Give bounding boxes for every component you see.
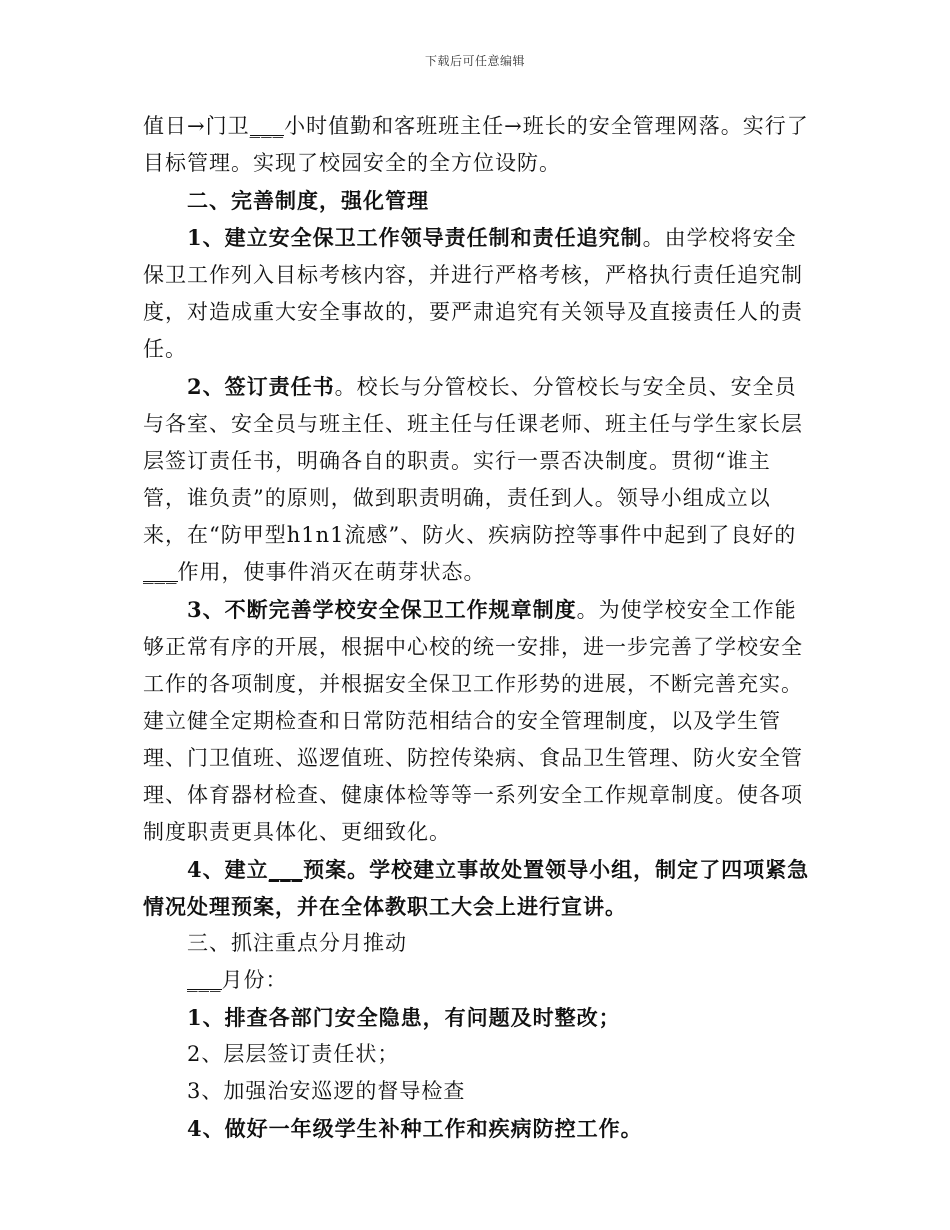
list-item: 2、层层签订责任状； bbox=[187, 1042, 400, 1066]
document-body bbox=[143, 108, 813, 1147]
paragraph-item-4 bbox=[143, 851, 813, 925]
list-item: 3、加强治安巡逻的督导检查 bbox=[187, 1079, 466, 1103]
fill-blank: ___ bbox=[143, 560, 178, 584]
paragraph-text: 4、建立 bbox=[187, 857, 269, 882]
paragraph-text: 。为使学校安全工作能够正常有序的开展，根据中心校的统一安排，进一步完善了学校安全工作的各项制度，并根据安全保卫工作形势的进展，不断完善充实。建立健全定期检查和日常防范相结合的安全管理制度，以及学生管理、门卫值班、巡逻值班、防控传染病、食品卫生管理、防火安全管理、体育器材检查、健康体检等等一系列安全工作规章制度。使各项制度职责更具体化、更细致化。 bbox=[143, 598, 803, 844]
month-label: 月份： bbox=[221, 968, 288, 992]
paragraph-text: 值日→门卫 bbox=[143, 114, 250, 138]
paragraph-item-3 bbox=[143, 591, 813, 851]
paragraph-text: 。校长与分管校长、分管校长与安全员、安全员与各室、安全员与班主任、班主任与任课老师、班主任与学生家长层层签订责任书，明确各自的职责。实行一票否决制度。贯彻“谁主管，谁负责”的原则，做到职责明确，责任到人。领导小组成立以来，在“防甲型h1n1流感”、防火、疾病防控等事件中起到了良好的 bbox=[143, 375, 803, 547]
fill-blank: ___ bbox=[268, 857, 304, 882]
paragraph-item-1 bbox=[143, 219, 813, 368]
fill-blank: ___ bbox=[249, 114, 285, 138]
item-heading: 1、建立安全保卫工作领导责任制和责任追究制 bbox=[187, 225, 643, 250]
list-item: 1、排查各部门安全隐患，有问题及时整改； bbox=[187, 1005, 621, 1030]
section-heading-3: 三、抓注重点分月推动 bbox=[187, 931, 407, 955]
paragraph-text: 预案。学校建立事故处置领导小组，制定了四项紧急情况处理预案，并在全体教职工大会上进行宣讲。 bbox=[143, 857, 810, 919]
fill-blank: ___ bbox=[187, 968, 222, 992]
section-heading-2: 二、完善制度，强化管理 bbox=[187, 188, 429, 213]
paragraph-text: 小时值勤和客班班主任→班长的安全管理网落。实行了目标管理。实现了校园安全的全方位设防。 bbox=[143, 114, 809, 175]
paragraph-item-2 bbox=[143, 368, 813, 591]
paragraph-text: 。由学校将安全保卫工作列入目标考核内容，并进行严格考核，严格执行责任追究制度，对造成重大安全事故的，要严肃追究有关领导及直接责任人的责任。 bbox=[143, 226, 803, 361]
page-header: 下载后可任意编辑 bbox=[424, 54, 525, 68]
paragraph-text: 作用，使事件消灭在萌芽状态。 bbox=[177, 560, 486, 584]
paragraph-security-network bbox=[143, 108, 813, 182]
item-heading: 2、签订责任书 bbox=[187, 374, 335, 399]
item-heading: 3、不断完善学校安全保卫工作规章制度 bbox=[187, 597, 577, 622]
month-line bbox=[143, 962, 813, 999]
list-item: 4、做好一年级学生补种工作和疾病防控工作。 bbox=[187, 1116, 643, 1141]
